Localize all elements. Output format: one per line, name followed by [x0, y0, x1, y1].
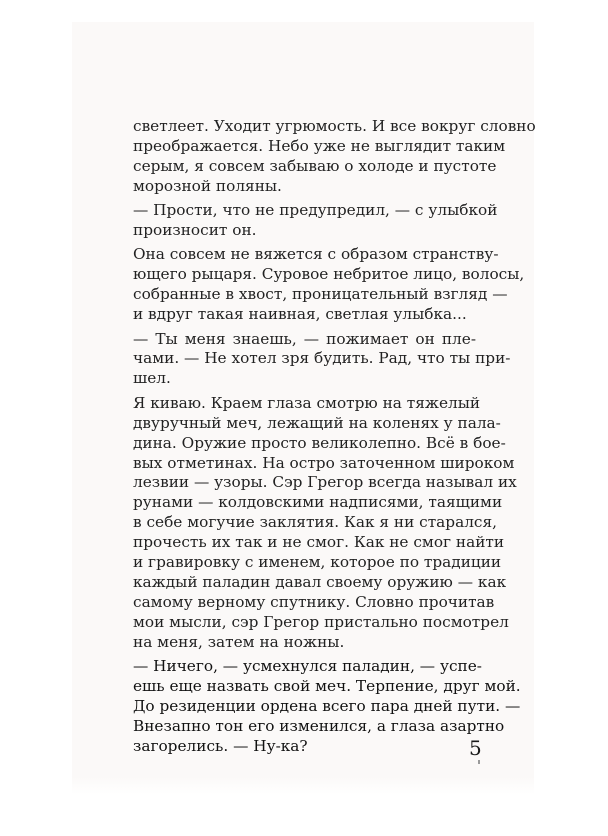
text-line: двуручный меч, лежащий на коленях у пала- — [133, 413, 501, 432]
text-line: дина. Оружие просто великолепно. Всё в бое- — [133, 433, 506, 452]
text-line: вых отметинах. На остро заточенном широком — [133, 453, 515, 472]
text-line: на меня, затем на ножны. — [133, 632, 345, 651]
text-line: прочесть их так и не смог. Как не смог найти — [133, 533, 505, 552]
text-line: и гравировку с именем, которое по традиции — [133, 553, 502, 572]
text-line: ешь еще назвать свой меч. Терпение, друг мой. — [133, 676, 521, 695]
body-text — [133, 117, 536, 757]
text-line: светлеет. Уходит угрюмость. И все вокруг словно — [133, 117, 536, 135]
text-line: и вдруг такая наивная, светлая улыбка... — [133, 305, 467, 324]
text-line: преображается. Небо уже не выглядит таким — [133, 136, 506, 155]
paragraph — [133, 245, 525, 325]
text-line: ющего рыцаря. Суровое небритое лицо, волосы, — [133, 265, 525, 284]
page-mark — [478, 760, 480, 764]
text-line: чами. — Не хотел зря будить. Рад, что ты при- — [133, 349, 511, 368]
page-edge — [72, 777, 534, 836]
paragraph — [133, 117, 536, 197]
text-line: — Ты меня знаешь, — пожимает он пле- — [133, 329, 476, 348]
text-line: шел. — [133, 369, 171, 388]
text-line: Она совсем не вяжется с образом странству- — [133, 245, 499, 264]
text-line: загорелись. — Ну-ка? — [133, 736, 308, 755]
text-line: самому верному спутнику. Словно прочитав — [133, 592, 495, 611]
paragraph — [133, 201, 498, 241]
text-line: Внезапно тон его изменился, а глаза азартно — [133, 716, 505, 735]
paragraph — [133, 393, 517, 653]
text-line: собранные в хвост, проницательный взгляд — — [133, 285, 508, 304]
text-line: серым, я совсем забываю о холоде и пустоте — [133, 156, 497, 175]
text-line: в себе могучие заклятия. Как я ни старался, — [133, 513, 497, 532]
text-line: рунами — колдовскими надписями, таящими — [133, 493, 503, 512]
text-line: мои мысли, сэр Грегор пристально посмотрел — [133, 612, 509, 631]
text-line: — Прости, что не предупредил, — с улыбкой — [133, 201, 498, 220]
text-line: — Ничего, — усмехнулся паладин, — успе- — [133, 657, 482, 676]
page-number: 5 — [469, 736, 482, 760]
paragraph — [133, 329, 511, 390]
text-line: лезвии — узоры. Сэр Грегор всегда называл их — [133, 473, 517, 492]
text-line: каждый паладин давал своему оружию — как — [133, 572, 507, 591]
text-line: До резиденции ордена всего пара дней пути. — — [133, 696, 521, 715]
text-line: Я киваю. Краем глаза смотрю на тяжелый — [133, 393, 481, 412]
text-line: морозной поляны. — [133, 176, 282, 195]
paragraph — [133, 657, 521, 757]
text-line: произносит он. — [133, 221, 257, 240]
